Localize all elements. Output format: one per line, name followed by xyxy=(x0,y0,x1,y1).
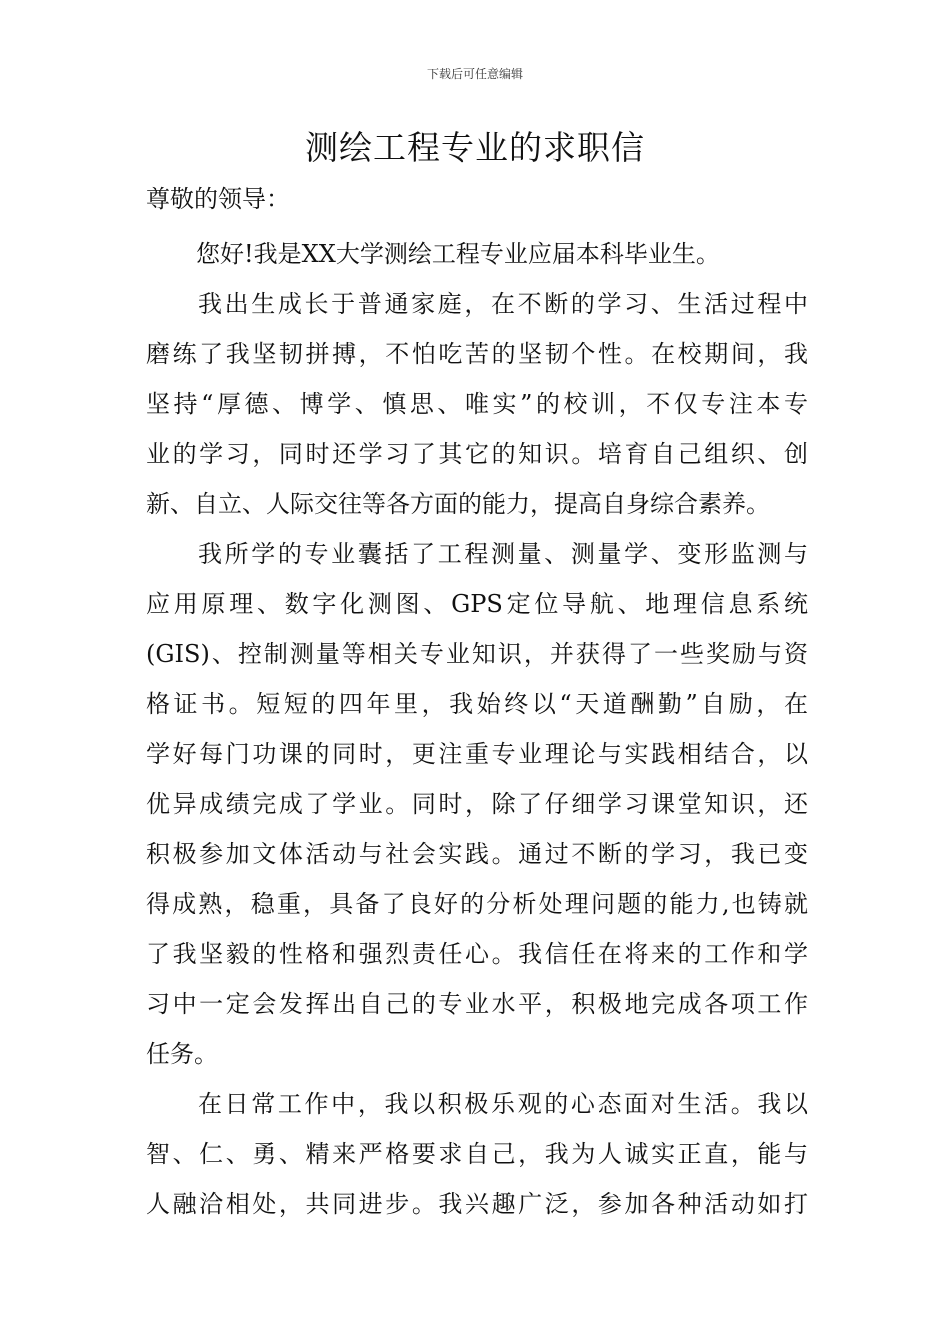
paragraph-line: 应用原理、数字化测图、GPS定位导航、地理信息系统 xyxy=(146,590,808,618)
paragraph-line: 优异成绩完成了学业。同时，除了仔细学习课堂知识，还 xyxy=(146,790,808,818)
paragraph-line: 坚持“厚德、博学、慎思、唯实”的校训，不仅专注本专 xyxy=(146,390,808,418)
paragraph-line: 我出生成长于普通家庭，在不断的学习、生活过程中 xyxy=(198,290,808,318)
paragraph-line: 智、仁、勇、精来严格要求自己，我为人诚实正直，能与 xyxy=(146,1140,808,1168)
paragraph-line: 积极参加文体活动与社会实践。通过不断的学习，我已变 xyxy=(146,840,808,868)
salutation: 尊敬的领导： xyxy=(146,185,290,213)
paragraph-line: 任务。 xyxy=(146,1040,218,1068)
paragraph-line: 业的学习，同时还学习了其它的知识。培育自己组织、创 xyxy=(146,440,808,468)
header-note: 下载后可任意编辑 xyxy=(426,67,523,81)
paragraph-line: 习中一定会发挥出自己的专业水平，积极地完成各项工作 xyxy=(146,990,808,1018)
paragraph-line: 新、自立、人际交往等各方面的能力，提高自身综合素养。 xyxy=(146,490,770,518)
paragraph-line: 学好每门功课的同时，更注重专业理论与实践相结合，以 xyxy=(146,740,808,768)
paragraph-line: 在日常工作中，我以积极乐观的心态面对生活。我以 xyxy=(198,1090,808,1118)
paragraph-line: 磨练了我坚韧拼搏，不怕吃苦的坚韧个性。在校期间，我 xyxy=(146,340,808,368)
paragraph-line: 您好!我是XX大学测绘工程专业应届本科毕业生。 xyxy=(196,240,720,268)
paragraph-line: 得成熟，稳重，具备了良好的分析处理问题的能力,也铸就 xyxy=(146,890,808,918)
paragraph-line: 我所学的专业囊括了工程测量、测量学、变形监测与 xyxy=(198,540,808,568)
paragraph-line: 了我坚毅的性格和强烈责任心。我信任在将来的工作和学 xyxy=(146,940,808,968)
letter-body xyxy=(146,229,808,1229)
paragraph-line: 人融洽相处，共同进步。我兴趣广泛，参加各种活动如打 xyxy=(146,1190,808,1218)
paragraph-line: 格证书。短短的四年里，我始终以“天道酬勤”自励，在 xyxy=(146,690,808,718)
page-title: 测绘工程专业的求职信 xyxy=(305,128,645,167)
paragraph-line: (GIS)、控制测量等相关专业知识，并获得了一些奖励与资 xyxy=(146,640,808,668)
